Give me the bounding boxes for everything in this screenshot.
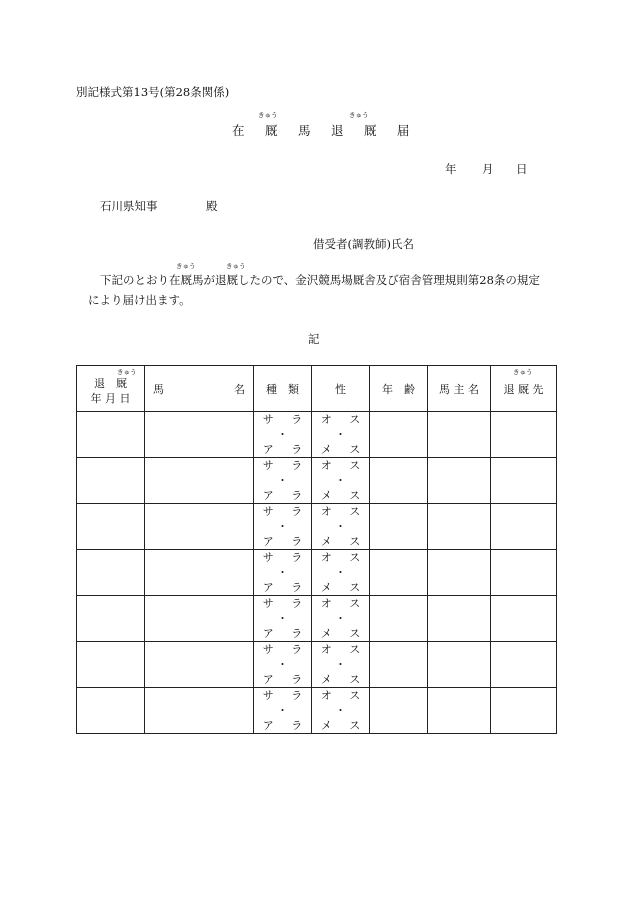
sex-su-bottom: ス bbox=[349, 488, 361, 502]
body-ruby-2: きゅう bbox=[226, 262, 246, 270]
sex-o: オ bbox=[320, 550, 332, 564]
header-destination-label: 退 厩 先 bbox=[503, 382, 544, 396]
breed-sa: サ bbox=[262, 550, 274, 564]
cell-sex[interactable] bbox=[312, 596, 370, 642]
breed-sa: サ bbox=[262, 412, 274, 426]
breed-ra-bottom: ラ bbox=[291, 718, 303, 732]
cell-breed[interactable] bbox=[254, 550, 312, 596]
sex-su-top: ス bbox=[349, 550, 361, 564]
breed-ra-bottom: ラ bbox=[291, 672, 303, 686]
cell-age[interactable] bbox=[370, 596, 428, 642]
header-horse-b: 名 bbox=[234, 382, 245, 396]
header-destination-ruby: きゅう bbox=[513, 368, 533, 376]
sex-dot: ・ bbox=[335, 473, 346, 487]
sex-me: メ bbox=[320, 534, 332, 548]
breed-a: ア bbox=[262, 534, 274, 548]
cell-destination[interactable] bbox=[491, 642, 557, 688]
sex-dot: ・ bbox=[335, 519, 346, 533]
cell-retire-date[interactable] bbox=[77, 688, 145, 734]
header-retire-top: 退 厩 bbox=[94, 376, 127, 390]
breed-a: ア bbox=[262, 580, 274, 594]
table-row bbox=[77, 550, 557, 596]
title-ruby-2: きゅう bbox=[349, 111, 369, 119]
sex-o: オ bbox=[320, 642, 332, 656]
sex-dot: ・ bbox=[335, 703, 346, 717]
cell-destination[interactable] bbox=[491, 550, 557, 596]
header-retire-ruby: きゅう bbox=[117, 368, 137, 376]
cell-age[interactable] bbox=[370, 504, 428, 550]
retirement-table bbox=[76, 365, 557, 734]
cell-age[interactable] bbox=[370, 412, 428, 458]
breed-dot: ・ bbox=[277, 427, 288, 441]
cell-breed[interactable] bbox=[254, 458, 312, 504]
table-row bbox=[77, 458, 557, 504]
sex-su-bottom: ス bbox=[349, 442, 361, 456]
cell-sex[interactable] bbox=[312, 504, 370, 550]
cell-owner[interactable] bbox=[428, 596, 491, 642]
cell-horse-name[interactable] bbox=[145, 412, 254, 458]
cell-retire-date[interactable] bbox=[77, 504, 145, 550]
cell-age[interactable] bbox=[370, 688, 428, 734]
breed-ra-bottom: ラ bbox=[291, 488, 303, 502]
cell-sex[interactable] bbox=[312, 642, 370, 688]
cell-destination[interactable] bbox=[491, 596, 557, 642]
cell-owner[interactable] bbox=[428, 504, 491, 550]
sex-su-bottom: ス bbox=[349, 672, 361, 686]
breed-ra-bottom: ラ bbox=[291, 626, 303, 640]
cell-retire-date[interactable] bbox=[77, 596, 145, 642]
table-row bbox=[77, 504, 557, 550]
breed-a: ア bbox=[262, 488, 274, 502]
title-char-6: 届 bbox=[396, 123, 410, 138]
sex-o: オ bbox=[320, 688, 332, 702]
breed-ra-bottom: ラ bbox=[291, 442, 303, 456]
title-char-3: 馬 bbox=[297, 123, 311, 138]
body-line-1: 下記のとおり在厩馬が退厩したので、金沢競馬場厩舎及び宿舎管理規則第28条の規定 bbox=[100, 273, 540, 287]
date-year: 年 bbox=[445, 162, 457, 176]
header-age: 年 齢 bbox=[370, 366, 428, 412]
sex-su-top: ス bbox=[349, 688, 361, 702]
title-char-4: 退 bbox=[330, 123, 344, 138]
breed-ra-top: ラ bbox=[291, 504, 303, 518]
sex-me: メ bbox=[320, 626, 332, 640]
addressee-honorific: 殿 bbox=[206, 199, 218, 213]
cell-destination[interactable] bbox=[491, 504, 557, 550]
breed-sa: サ bbox=[262, 688, 274, 702]
title-char-2: 厩 bbox=[264, 123, 278, 138]
cell-horse-name[interactable] bbox=[145, 550, 254, 596]
table-row bbox=[77, 688, 557, 734]
ki-heading: 記 bbox=[308, 332, 320, 346]
sex-me: メ bbox=[320, 442, 332, 456]
sex-o: オ bbox=[320, 458, 332, 472]
body-line-2: により届け出ます。 bbox=[88, 293, 191, 307]
breed-ra-top: ラ bbox=[291, 596, 303, 610]
table-row bbox=[77, 412, 557, 458]
cell-age[interactable] bbox=[370, 550, 428, 596]
cell-owner[interactable] bbox=[428, 412, 491, 458]
breed-dot: ・ bbox=[277, 473, 288, 487]
title-char-5: 厩 bbox=[363, 123, 377, 138]
sex-me: メ bbox=[320, 718, 332, 732]
header-destination bbox=[491, 366, 557, 412]
breed-ra-bottom: ラ bbox=[291, 534, 303, 548]
breed-dot: ・ bbox=[277, 519, 288, 533]
cell-owner[interactable] bbox=[428, 458, 491, 504]
sex-dot: ・ bbox=[335, 657, 346, 671]
title-char-1: 在 bbox=[232, 123, 245, 138]
cell-owner[interactable] bbox=[428, 642, 491, 688]
sex-dot: ・ bbox=[335, 427, 346, 441]
cell-owner[interactable] bbox=[428, 550, 491, 596]
breed-sa: サ bbox=[262, 504, 274, 518]
cell-breed[interactable] bbox=[254, 688, 312, 734]
cell-horse-name[interactable] bbox=[145, 458, 254, 504]
cell-horse-name[interactable] bbox=[145, 596, 254, 642]
date-month: 月 bbox=[482, 162, 494, 176]
sex-su-top: ス bbox=[349, 412, 361, 426]
header-horse-name bbox=[145, 366, 254, 412]
breed-a: ア bbox=[262, 672, 274, 686]
header-owner: 馬 主 名 bbox=[428, 366, 491, 412]
breed-ra-bottom: ラ bbox=[291, 580, 303, 594]
breed-ra-top: ラ bbox=[291, 688, 303, 702]
table-row bbox=[77, 596, 557, 642]
sex-dot: ・ bbox=[335, 565, 346, 579]
header-breed: 種 類 bbox=[254, 366, 312, 412]
breed-sa: サ bbox=[262, 642, 274, 656]
breed-sa: サ bbox=[262, 596, 274, 610]
cell-destination[interactable] bbox=[491, 458, 557, 504]
title-ruby-1: きゅう bbox=[258, 111, 278, 119]
cell-retire-date[interactable] bbox=[77, 412, 145, 458]
cell-retire-date[interactable] bbox=[77, 642, 145, 688]
sex-su-bottom: ス bbox=[349, 718, 361, 732]
sex-su-top: ス bbox=[349, 504, 361, 518]
cell-horse-name[interactable] bbox=[145, 642, 254, 688]
cell-age[interactable] bbox=[370, 458, 428, 504]
cell-owner[interactable] bbox=[428, 688, 491, 734]
breed-dot: ・ bbox=[277, 565, 288, 579]
table-header-row bbox=[77, 366, 557, 412]
sex-su-top: ス bbox=[349, 596, 361, 610]
addressee-name: 石川県知事 bbox=[100, 199, 158, 213]
breed-dot: ・ bbox=[277, 611, 288, 625]
cell-retire-date[interactable] bbox=[77, 458, 145, 504]
document-title bbox=[232, 111, 410, 139]
cell-horse-name[interactable] bbox=[145, 688, 254, 734]
body-ruby-1: きゅう bbox=[176, 262, 196, 270]
cell-destination[interactable] bbox=[491, 688, 557, 734]
breed-a: ア bbox=[262, 718, 274, 732]
cell-breed[interactable] bbox=[254, 642, 312, 688]
header-retire-bottom: 年 月 日 bbox=[90, 391, 131, 405]
cell-retire-date[interactable] bbox=[77, 550, 145, 596]
sex-su-top: ス bbox=[349, 642, 361, 656]
breed-dot: ・ bbox=[277, 703, 288, 717]
cell-breed[interactable] bbox=[254, 412, 312, 458]
sex-me: メ bbox=[320, 672, 332, 686]
breed-ra-top: ラ bbox=[291, 550, 303, 564]
applicant-label: 借受者(調教師)氏名 bbox=[313, 237, 414, 251]
cell-sex[interactable] bbox=[312, 412, 370, 458]
breed-sa: サ bbox=[262, 458, 274, 472]
sex-su-top: ス bbox=[349, 458, 361, 472]
sex-o: オ bbox=[320, 412, 332, 426]
sex-me: メ bbox=[320, 580, 332, 594]
sex-su-bottom: ス bbox=[349, 580, 361, 594]
breed-dot: ・ bbox=[277, 657, 288, 671]
cell-age[interactable] bbox=[370, 642, 428, 688]
breed-ra-top: ラ bbox=[291, 412, 303, 426]
breed-a: ア bbox=[262, 626, 274, 640]
breed-ra-top: ラ bbox=[291, 458, 303, 472]
form-reference: 別記様式第13号(第28条関係) bbox=[76, 85, 230, 99]
sex-su-bottom: ス bbox=[349, 534, 361, 548]
header-horse-a: 馬 bbox=[153, 382, 164, 396]
cell-horse-name[interactable] bbox=[145, 504, 254, 550]
cell-sex[interactable] bbox=[312, 550, 370, 596]
header-retire-date bbox=[77, 366, 145, 412]
header-sex: 性 bbox=[312, 366, 370, 412]
breed-a: ア bbox=[262, 442, 274, 456]
date-day: 日 bbox=[516, 162, 528, 176]
cell-breed[interactable] bbox=[254, 504, 312, 550]
sex-su-bottom: ス bbox=[349, 626, 361, 640]
breed-ra-top: ラ bbox=[291, 642, 303, 656]
table-row bbox=[77, 642, 557, 688]
cell-sex[interactable] bbox=[312, 688, 370, 734]
sex-o: オ bbox=[320, 504, 332, 518]
cell-destination[interactable] bbox=[491, 412, 557, 458]
sex-o: オ bbox=[320, 596, 332, 610]
sex-dot: ・ bbox=[335, 611, 346, 625]
cell-breed[interactable] bbox=[254, 596, 312, 642]
cell-sex[interactable] bbox=[312, 458, 370, 504]
sex-me: メ bbox=[320, 488, 332, 502]
